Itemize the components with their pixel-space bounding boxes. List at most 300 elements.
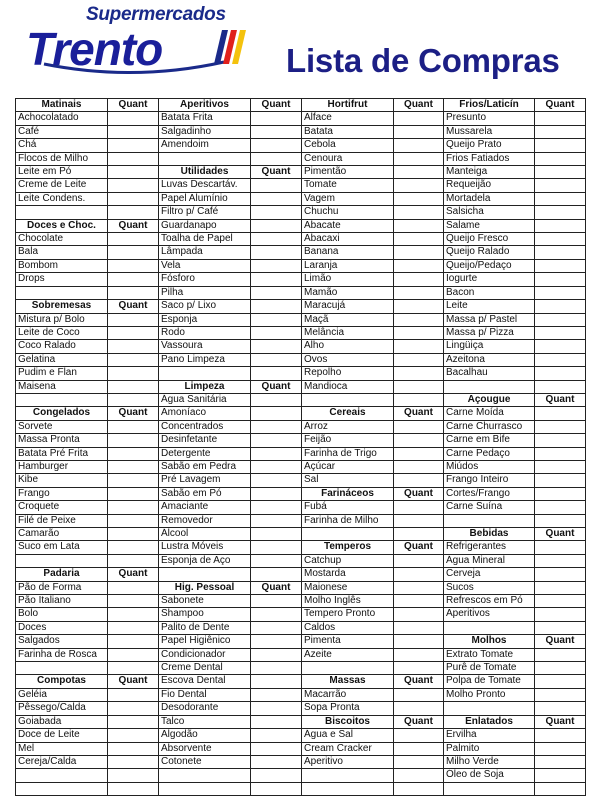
quantity-cell[interactable] — [394, 166, 444, 179]
category-header: Aperitivos — [159, 99, 251, 112]
quantity-cell[interactable] — [535, 340, 586, 353]
quantity-cell[interactable] — [251, 179, 302, 192]
quantity-cell[interactable] — [108, 206, 159, 219]
quantity-cell[interactable] — [108, 420, 159, 433]
quantity-cell[interactable] — [394, 259, 444, 272]
quantity-cell[interactable] — [535, 554, 586, 567]
quantity-cell[interactable] — [108, 729, 159, 742]
quantity-cell[interactable] — [251, 353, 302, 366]
table-row — [16, 460, 586, 473]
quantity-cell[interactable] — [108, 353, 159, 366]
quantity-cell[interactable] — [394, 233, 444, 246]
quantity-cell[interactable] — [108, 514, 159, 527]
list-item: Goiabada — [16, 715, 108, 728]
list-item: Farinha de Milho — [302, 514, 394, 527]
quantity-cell[interactable] — [251, 755, 302, 768]
quantity-cell[interactable] — [535, 112, 586, 125]
table-row — [16, 608, 586, 621]
list-item: Farinha de Trigo — [302, 447, 394, 460]
quantity-cell[interactable] — [108, 782, 159, 795]
list-item: Flocos de Milho — [16, 152, 108, 165]
quantity-cell[interactable] — [251, 206, 302, 219]
quantity-cell[interactable] — [394, 635, 444, 648]
table-row — [16, 769, 586, 782]
table-row — [16, 662, 586, 675]
quantity-cell[interactable] — [535, 380, 586, 393]
quantity-cell[interactable] — [251, 300, 302, 313]
quantity-cell[interactable] — [535, 648, 586, 661]
quantity-cell[interactable] — [394, 139, 444, 152]
list-item: Gelatina — [16, 353, 108, 366]
quantity-cell[interactable] — [251, 407, 302, 420]
list-item: Sabão em Pedra — [159, 460, 251, 473]
list-item: Batata Frita — [159, 112, 251, 125]
quant-header: Quant — [535, 715, 586, 728]
quantity-cell[interactable] — [535, 420, 586, 433]
quantity-cell[interactable] — [394, 595, 444, 608]
list-item: Queijo/Pedaço — [444, 259, 535, 272]
quantity-cell[interactable] — [394, 782, 444, 795]
quantity-cell[interactable] — [108, 179, 159, 192]
list-item: Fio Dental — [159, 688, 251, 701]
quantity-cell[interactable] — [251, 769, 302, 782]
category-header: Biscoitos — [302, 715, 394, 728]
category-header: Açougue — [444, 393, 535, 406]
quantity-cell[interactable] — [535, 742, 586, 755]
quantity-cell[interactable] — [108, 474, 159, 487]
list-item — [302, 782, 394, 795]
quantity-cell[interactable] — [108, 755, 159, 768]
quantity-cell[interactable] — [108, 702, 159, 715]
list-item: Amendoim — [159, 139, 251, 152]
quantity-cell[interactable] — [108, 554, 159, 567]
quantity-cell[interactable] — [535, 702, 586, 715]
list-item: Filé de Peixe — [16, 514, 108, 527]
quantity-cell[interactable] — [251, 568, 302, 581]
list-item: Tomate — [302, 179, 394, 192]
list-item: Rodo — [159, 326, 251, 339]
header — [0, 0, 600, 95]
quant-header: Quant — [108, 99, 159, 112]
quantity-cell[interactable] — [108, 434, 159, 447]
quantity-cell[interactable] — [108, 233, 159, 246]
list-item: Pimentão — [302, 166, 394, 179]
quantity-cell[interactable] — [108, 326, 159, 339]
list-item: Miúdos — [444, 460, 535, 473]
quantity-cell[interactable] — [108, 742, 159, 755]
quantity-cell[interactable] — [535, 769, 586, 782]
quantity-cell[interactable] — [108, 688, 159, 701]
quantity-cell[interactable] — [251, 420, 302, 433]
quantity-cell[interactable] — [535, 487, 586, 500]
quantity-cell[interactable] — [108, 286, 159, 299]
category-header: Bebidas — [444, 528, 535, 541]
quantity-cell[interactable] — [394, 662, 444, 675]
category-header: Doces e Choc. — [16, 219, 108, 232]
quantity-cell[interactable] — [394, 501, 444, 514]
quantity-cell[interactable] — [251, 635, 302, 648]
quantity-cell[interactable] — [535, 206, 586, 219]
quantity-cell[interactable] — [394, 313, 444, 326]
list-item: Hamburger — [16, 460, 108, 473]
shopping-list-table — [15, 98, 586, 796]
quantity-cell[interactable] — [394, 380, 444, 393]
list-item: Massa Pronta — [16, 434, 108, 447]
quantity-cell[interactable] — [535, 608, 586, 621]
quantity-cell[interactable] — [394, 702, 444, 715]
quantity-cell[interactable] — [251, 393, 302, 406]
table-row — [16, 447, 586, 460]
list-item: Queijo Ralado — [444, 246, 535, 259]
quantity-cell[interactable] — [535, 259, 586, 272]
quantity-cell[interactable] — [251, 688, 302, 701]
quantity-cell[interactable] — [108, 460, 159, 473]
table-row — [16, 528, 586, 541]
list-item: Carne Pedaço — [444, 447, 535, 460]
list-item: Alface — [302, 112, 394, 125]
quantity-cell[interactable] — [535, 541, 586, 554]
quantity-cell[interactable] — [394, 206, 444, 219]
quantity-cell[interactable] — [394, 568, 444, 581]
table-row — [16, 152, 586, 165]
quantity-cell[interactable] — [535, 662, 586, 675]
list-item: Sabão em Pó — [159, 487, 251, 500]
quantity-cell[interactable] — [394, 300, 444, 313]
quantity-cell[interactable] — [251, 675, 302, 688]
table-row — [16, 782, 586, 795]
quantity-cell[interactable] — [394, 769, 444, 782]
list-item: Cream Cracker — [302, 742, 394, 755]
quantity-cell[interactable] — [251, 487, 302, 500]
quantity-cell[interactable] — [251, 152, 302, 165]
quantity-cell[interactable] — [535, 179, 586, 192]
quantity-cell[interactable] — [108, 380, 159, 393]
list-item: Pão Italiano — [16, 595, 108, 608]
quantity-cell[interactable] — [251, 595, 302, 608]
quantity-cell[interactable] — [535, 474, 586, 487]
quantity-cell[interactable] — [251, 608, 302, 621]
table-row — [16, 688, 586, 701]
list-item: Lâmpada — [159, 246, 251, 259]
quantity-cell[interactable] — [251, 474, 302, 487]
table-row — [16, 648, 586, 661]
quantity-cell[interactable] — [535, 326, 586, 339]
table-row — [16, 125, 586, 138]
quant-header: Quant — [108, 568, 159, 581]
quantity-cell[interactable] — [394, 152, 444, 165]
quantity-cell[interactable] — [535, 273, 586, 286]
quantity-cell[interactable] — [251, 125, 302, 138]
table-row — [16, 233, 586, 246]
quantity-cell[interactable] — [394, 755, 444, 768]
list-item: Água e Sal — [302, 729, 394, 742]
quantity-cell[interactable] — [535, 246, 586, 259]
quantity-cell[interactable] — [108, 715, 159, 728]
quantity-cell[interactable] — [535, 313, 586, 326]
quantity-cell[interactable] — [108, 608, 159, 621]
list-item: Massa p/ Pastel — [444, 313, 535, 326]
list-item: Amaciante — [159, 501, 251, 514]
quantity-cell[interactable] — [394, 729, 444, 742]
quantity-cell[interactable] — [535, 219, 586, 232]
list-item: Sopa Pronta — [302, 702, 394, 715]
quantity-cell[interactable] — [394, 648, 444, 661]
quantity-cell[interactable] — [251, 233, 302, 246]
category-header: Farináceos — [302, 487, 394, 500]
table-row — [16, 581, 586, 594]
quantity-cell[interactable] — [394, 353, 444, 366]
list-item — [302, 393, 394, 406]
list-item: Limão — [302, 273, 394, 286]
quantity-cell[interactable] — [108, 648, 159, 661]
quantity-cell[interactable] — [108, 340, 159, 353]
quantity-cell[interactable] — [535, 192, 586, 205]
quantity-cell[interactable] — [251, 367, 302, 380]
quantity-cell[interactable] — [394, 581, 444, 594]
list-item: Mistura p/ Bolo — [16, 313, 108, 326]
quantity-cell[interactable] — [251, 246, 302, 259]
quantity-cell[interactable] — [394, 340, 444, 353]
quantity-cell[interactable] — [535, 688, 586, 701]
quantity-cell[interactable] — [394, 192, 444, 205]
quantity-cell[interactable] — [251, 447, 302, 460]
quantity-cell[interactable] — [535, 460, 586, 473]
table-row — [16, 742, 586, 755]
quantity-cell[interactable] — [108, 259, 159, 272]
quantity-cell[interactable] — [535, 233, 586, 246]
quantity-cell[interactable] — [535, 675, 586, 688]
list-item — [159, 568, 251, 581]
quantity-cell[interactable] — [251, 541, 302, 554]
quantity-cell[interactable] — [108, 246, 159, 259]
list-item: Frango — [16, 487, 108, 500]
quantity-cell[interactable] — [394, 742, 444, 755]
quantity-cell[interactable] — [535, 755, 586, 768]
quantity-cell[interactable] — [251, 715, 302, 728]
quantity-cell[interactable] — [394, 273, 444, 286]
list-item: Creme de Leite — [16, 179, 108, 192]
quantity-cell[interactable] — [251, 621, 302, 634]
list-item: Mussarela — [444, 125, 535, 138]
quantity-cell[interactable] — [251, 782, 302, 795]
quantity-cell[interactable] — [251, 554, 302, 567]
quantity-cell[interactable] — [251, 648, 302, 661]
quantity-cell[interactable] — [108, 581, 159, 594]
quantity-cell[interactable] — [535, 568, 586, 581]
quantity-cell[interactable] — [108, 112, 159, 125]
quantity-cell[interactable] — [108, 447, 159, 460]
table-row — [16, 139, 586, 152]
quantity-cell[interactable] — [251, 139, 302, 152]
category-header: Padaria — [16, 568, 108, 581]
quantity-cell[interactable] — [394, 286, 444, 299]
list-item: Cortes/Frango — [444, 487, 535, 500]
table-row — [16, 246, 586, 259]
list-item: Leite de Coco — [16, 326, 108, 339]
quantity-cell[interactable] — [108, 541, 159, 554]
quantity-cell[interactable] — [108, 528, 159, 541]
list-item — [16, 206, 108, 219]
quantity-cell[interactable] — [108, 152, 159, 165]
quantity-cell[interactable] — [108, 393, 159, 406]
list-item: Doces — [16, 621, 108, 634]
list-item — [444, 621, 535, 634]
list-item: Catchup — [302, 554, 394, 567]
quantity-cell[interactable] — [108, 125, 159, 138]
quantity-cell[interactable] — [251, 501, 302, 514]
list-item: Queijo Prato — [444, 139, 535, 152]
quantity-cell[interactable] — [251, 742, 302, 755]
list-item: Talco — [159, 715, 251, 728]
quantity-cell[interactable] — [251, 259, 302, 272]
quantity-cell[interactable] — [394, 514, 444, 527]
quantity-cell[interactable] — [108, 662, 159, 675]
quantity-cell[interactable] — [535, 367, 586, 380]
quantity-cell[interactable] — [394, 420, 444, 433]
category-header: Enlatados — [444, 715, 535, 728]
list-item: Cerveja — [444, 568, 535, 581]
quantity-cell[interactable] — [108, 621, 159, 634]
quantity-cell[interactable] — [535, 407, 586, 420]
quantity-cell[interactable] — [251, 460, 302, 473]
quantity-cell[interactable] — [535, 621, 586, 634]
quantity-cell[interactable] — [251, 286, 302, 299]
list-item: Molho Inglês — [302, 595, 394, 608]
list-item: Água Mineral — [444, 554, 535, 567]
quantity-cell[interactable] — [535, 581, 586, 594]
list-item: Cereja/Calda — [16, 755, 108, 768]
quantity-cell[interactable] — [394, 434, 444, 447]
quantity-cell[interactable] — [394, 528, 444, 541]
quantity-cell[interactable] — [394, 112, 444, 125]
quantity-cell[interactable] — [251, 112, 302, 125]
quantity-cell[interactable] — [108, 166, 159, 179]
quantity-cell[interactable] — [535, 782, 586, 795]
list-item: Achocolatado — [16, 112, 108, 125]
list-item: Cenoura — [302, 152, 394, 165]
quantity-cell[interactable] — [535, 447, 586, 460]
list-item: Extrato Tomate — [444, 648, 535, 661]
list-item — [159, 782, 251, 795]
list-item: Croquete — [16, 501, 108, 514]
list-item: Batata — [302, 125, 394, 138]
list-item: Café — [16, 125, 108, 138]
quantity-cell[interactable] — [535, 353, 586, 366]
quantity-cell[interactable] — [108, 769, 159, 782]
quantity-cell[interactable] — [251, 273, 302, 286]
quantity-cell[interactable] — [108, 313, 159, 326]
quantity-cell[interactable] — [394, 608, 444, 621]
quantity-cell[interactable] — [394, 460, 444, 473]
quantity-cell[interactable] — [251, 662, 302, 675]
category-header: Limpeza — [159, 380, 251, 393]
quant-header: Quant — [251, 99, 302, 112]
quantity-cell[interactable] — [251, 340, 302, 353]
quantity-cell[interactable] — [108, 367, 159, 380]
quantity-cell[interactable] — [251, 192, 302, 205]
quant-header: Quant — [535, 635, 586, 648]
list-item: Vela — [159, 259, 251, 272]
list-item: Salgadinho — [159, 125, 251, 138]
list-item — [159, 367, 251, 380]
list-item: Chuchu — [302, 206, 394, 219]
table-row — [16, 474, 586, 487]
quantity-cell[interactable] — [535, 125, 586, 138]
quantity-cell[interactable] — [394, 326, 444, 339]
list-item: Melância — [302, 326, 394, 339]
list-item: Maçã — [302, 313, 394, 326]
list-item: Manteiga — [444, 166, 535, 179]
quantity-cell[interactable] — [251, 514, 302, 527]
table-row — [16, 192, 586, 205]
list-item: Sal — [302, 474, 394, 487]
quantity-cell[interactable] — [394, 447, 444, 460]
quantity-cell[interactable] — [108, 595, 159, 608]
list-item: Aperitivo — [302, 755, 394, 768]
quantity-cell[interactable] — [108, 635, 159, 648]
quant-header: Quant — [394, 541, 444, 554]
quantity-cell[interactable] — [108, 139, 159, 152]
list-item: Repolho — [302, 367, 394, 380]
quantity-cell[interactable] — [394, 179, 444, 192]
quantity-cell[interactable] — [535, 501, 586, 514]
quantity-cell[interactable] — [251, 326, 302, 339]
quantity-cell[interactable] — [535, 152, 586, 165]
list-item: Frango Inteiro — [444, 474, 535, 487]
list-item — [444, 514, 535, 527]
quantity-cell[interactable] — [251, 729, 302, 742]
quantity-cell[interactable] — [394, 393, 444, 406]
quantity-cell[interactable] — [251, 702, 302, 715]
quantity-cell[interactable] — [394, 688, 444, 701]
quantity-cell[interactable] — [535, 595, 586, 608]
quantity-cell[interactable] — [394, 474, 444, 487]
quantity-cell[interactable] — [108, 501, 159, 514]
quantity-cell[interactable] — [535, 514, 586, 527]
table-row — [16, 367, 586, 380]
quantity-cell[interactable] — [394, 219, 444, 232]
quantity-cell[interactable] — [535, 139, 586, 152]
quantity-cell[interactable] — [108, 192, 159, 205]
quantity-cell[interactable] — [535, 286, 586, 299]
quantity-cell[interactable] — [535, 434, 586, 447]
table-row — [16, 313, 586, 326]
quantity-cell[interactable] — [108, 487, 159, 500]
list-item: Luvas Descartáv. — [159, 179, 251, 192]
list-item: Mostarda — [302, 568, 394, 581]
quantity-cell[interactable] — [535, 300, 586, 313]
table-row — [16, 621, 586, 634]
quantity-cell[interactable] — [394, 621, 444, 634]
quantity-cell[interactable] — [535, 729, 586, 742]
trento-logo — [24, 4, 254, 84]
list-item: Pão de Forma — [16, 581, 108, 594]
list-item: Milho Verde — [444, 755, 535, 768]
quantity-cell[interactable] — [251, 219, 302, 232]
quantity-cell[interactable] — [108, 273, 159, 286]
list-item: Tempero Pronto — [302, 608, 394, 621]
quantity-cell[interactable] — [251, 528, 302, 541]
quantity-cell[interactable] — [394, 246, 444, 259]
table-row — [16, 595, 586, 608]
quantity-cell[interactable] — [394, 554, 444, 567]
quantity-cell[interactable] — [394, 367, 444, 380]
list-item — [444, 380, 535, 393]
quantity-cell[interactable] — [251, 313, 302, 326]
quantity-cell[interactable] — [394, 125, 444, 138]
quantity-cell[interactable] — [251, 434, 302, 447]
quantity-cell[interactable] — [535, 166, 586, 179]
